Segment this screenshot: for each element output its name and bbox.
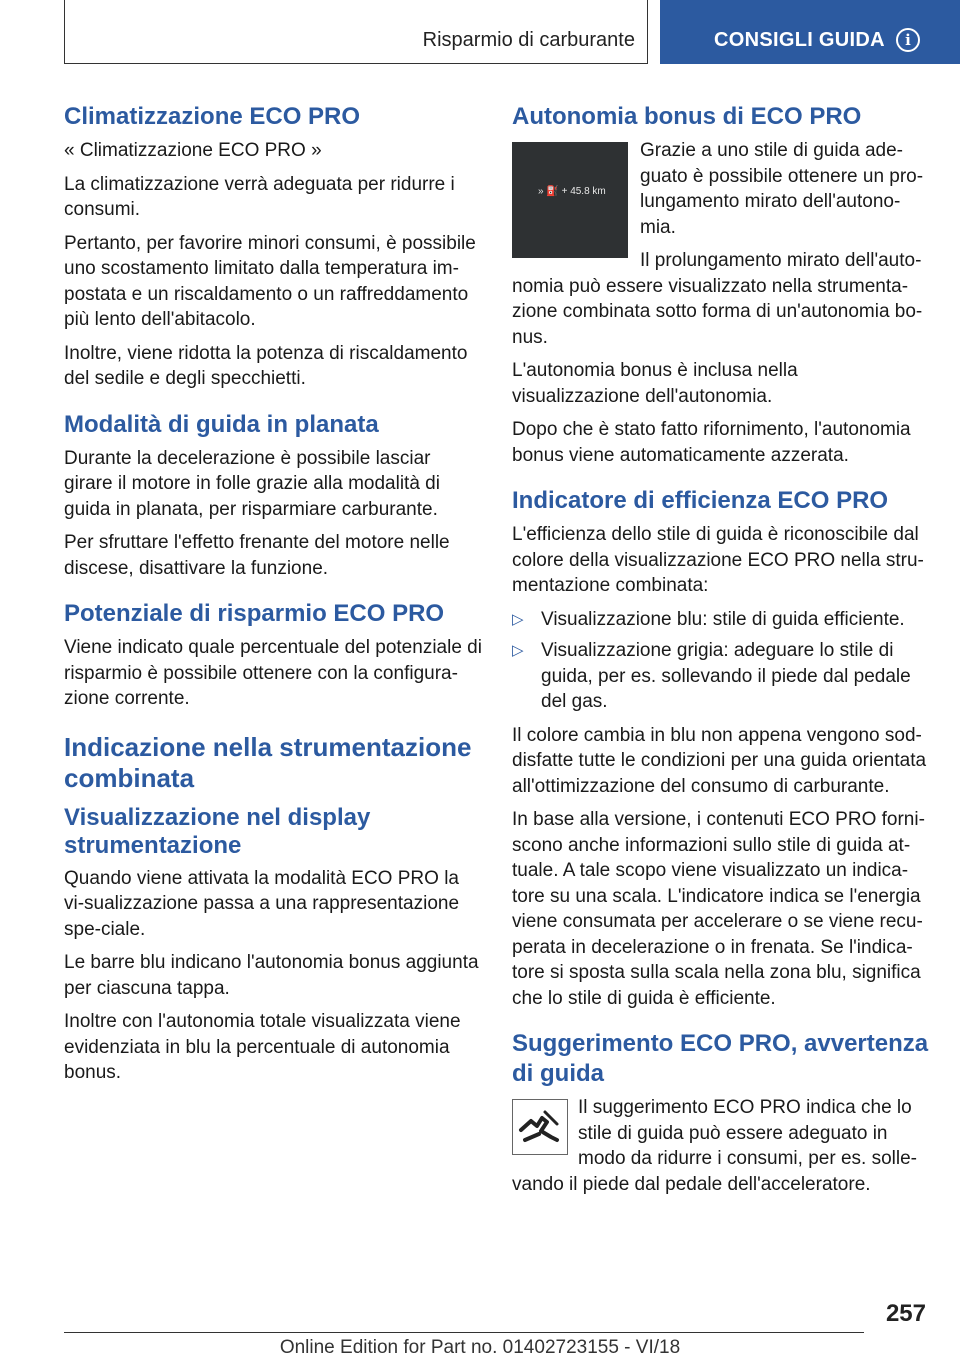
heading-visualizzazione-display: Visualizzazione nel display strumentazione bbox=[64, 803, 371, 859]
paragraph: Pertanto, per favorire minori consumi, è possibile uno scostamento limitato dalla temperatura im-postata e un riscaldamento o un raffreddamento più lento dell'abitacolo. bbox=[64, 232, 476, 330]
bullet-list bbox=[512, 607, 930, 715]
paragraph: La climatizzazione verrà adeguata per ridurre i consumi. bbox=[64, 173, 455, 220]
footer-divider bbox=[64, 1332, 864, 1333]
list-item: ▷ Visualizzazione grigia: adeguare lo stile di guida, per es. sollevando il piede dal pedale del gas. bbox=[512, 640, 911, 712]
paragraph: Dopo che è stato fatto rifornimento, l'autonomia bonus viene automaticamente azzerata. bbox=[512, 419, 911, 466]
heading-planata: Modalità di guida in planata bbox=[64, 410, 379, 438]
paragraph: « Climatizzazione ECO PRO » bbox=[64, 140, 322, 161]
paragraph: L'autonomia bonus è inclusa nella visualizzazione dell'autonomia. bbox=[512, 360, 798, 407]
display-readout: » ⛽ + 45.8 km bbox=[538, 186, 606, 197]
bonus-range-display-image bbox=[512, 142, 628, 258]
section-title: CONSIGLI GUIDA bbox=[714, 29, 885, 51]
section-tab[interactable] bbox=[660, 0, 960, 64]
paragraph: Durante la decelerazione è possibile lasciar girare il motore in folle grazie alla modalità di guida in planata, per risparmiare carburante. bbox=[64, 447, 440, 520]
triangle-bullet-icon: ▷ bbox=[512, 610, 524, 628]
paragraph: Il prolungamento mirato dell'auto-nomia può essere visualizzato nella strumenta-zione combinata sotto forma di un'autonomia bo-nus. bbox=[512, 250, 923, 348]
heading-autonomia-bonus: Autonomia bonus di ECO PRO bbox=[512, 103, 862, 130]
paragraph: Per sfruttare l'effetto frenante del motore nelle discese, disattivare la funzione. bbox=[64, 532, 450, 579]
foot-off-pedal-icon bbox=[512, 1099, 568, 1155]
heading-indicatore-efficienza: Indicatore di efficienza ECO PRO bbox=[512, 487, 889, 514]
heading-climatizzazione: Climatizzazione ECO PRO bbox=[64, 103, 361, 130]
paragraph: L'efficienza dello stile di guida è riconoscibile dal colore della visualizzazione ECO PRO nella stru-mentazione combinata: bbox=[512, 524, 924, 596]
chapter-title: Risparmio di carburante bbox=[422, 29, 635, 51]
heading-indicazione: Indicazione nella strumentazione combinata bbox=[64, 731, 472, 793]
paragraph: Inoltre con l'autonomia totale visualizzata viene evidenziata in blu la percentuale di autonomia bonus. bbox=[64, 1011, 461, 1083]
heading-potenziale: Potenziale di risparmio ECO PRO bbox=[64, 600, 445, 627]
paragraph: Viene indicato quale percentuale del potenziale di risparmio è possibile ottenere con la configura-zione corrente. bbox=[64, 637, 482, 709]
triangle-bullet-icon: ▷ bbox=[512, 642, 524, 659]
list-item: ▷ Visualizzazione blu: stile di guida efficiente. bbox=[512, 607, 930, 633]
header-chapter-box bbox=[64, 0, 648, 64]
paragraph: Le barre blu indicano l'autonomia bonus aggiunta per ciascuna tappa. bbox=[64, 952, 479, 999]
paragraph: Il suggerimento ECO PRO indica che lo stile di guida può essere adeguato in modo da ridurre i consumi, per es. solle-vando il piede dal pedale dell'acceleratore. bbox=[512, 1097, 917, 1195]
info-icon[interactable]: i bbox=[896, 28, 920, 52]
paragraph: Grazie a uno stile di guida ade-guato è possibile ottenere un pro-lungamento mirato dell'autono-mia. bbox=[640, 140, 924, 238]
paragraph: Quando viene attivata la modalità ECO PRO la vi-sualizzazione passa a una rappresentazione spe-ciale. bbox=[64, 867, 460, 940]
paragraph: In base alla versione, i contenuti ECO PRO forni-scono anche informazioni sullo stile di guida at-tuale. A tale scopo viene visualizzato un indica-tore su una scala. L'indicatore indica se l'energia viene consumata per accelerare o se viene recu-perata in decelerazione o in frenata. Se l'indica-tore si sposta sulla scala nella zona blu, significa che lo stile di guida è efficiente. bbox=[512, 809, 925, 1009]
heading-suggerimento: Suggerimento ECO PRO, avvertenza di guida bbox=[512, 1030, 929, 1087]
paragraph: Il colore cambia in blu non appena vengono sod-disfatte tutte le condizioni per una guida orientata all'ottimizzazione del consumo di carburante. bbox=[512, 724, 927, 797]
page-number: 257 bbox=[885, 1300, 926, 1327]
footer-edition: Online Edition for Part no. 01402723155 - VI/18 bbox=[279, 1337, 681, 1358]
left-column bbox=[64, 100, 482, 1094]
paragraph: Inoltre, viene ridotta la potenza di riscaldamento del sedile e degli specchietti. bbox=[64, 342, 468, 389]
right-column bbox=[512, 100, 930, 1205]
